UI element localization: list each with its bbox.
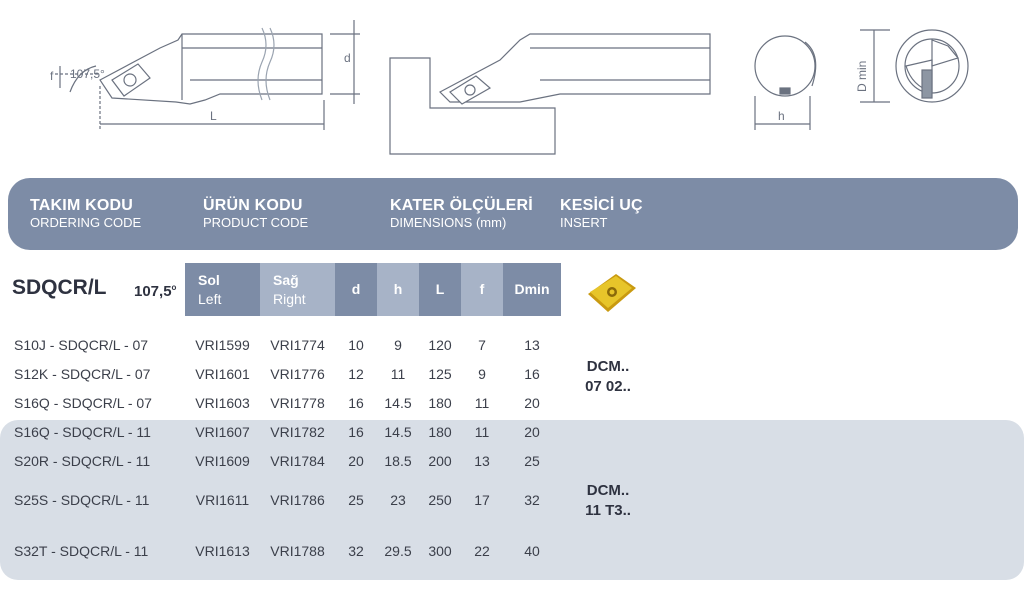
h-label: h bbox=[778, 109, 785, 123]
cell-l: 120 bbox=[428, 337, 452, 353]
cell-right: VRI1774 bbox=[270, 337, 325, 353]
cell-code: S16Q - SDQCR/L - 11 bbox=[14, 424, 151, 440]
cell-l: 250 bbox=[428, 492, 452, 508]
cell-l: 180 bbox=[428, 395, 452, 411]
cell-f: 22 bbox=[474, 543, 490, 559]
insert-11-line1: DCM.. bbox=[586, 482, 630, 499]
ordering-code-subtitle: ORDERING CODE bbox=[30, 215, 142, 230]
cell-dmin: 13 bbox=[524, 337, 540, 353]
table-row bbox=[0, 543, 1024, 563]
column-left bbox=[185, 263, 260, 316]
cell-right: VRI1776 bbox=[270, 366, 325, 382]
product-code-title: ÜRÜN KODU bbox=[203, 197, 303, 214]
f-label: f bbox=[50, 69, 54, 83]
ordering-code-title: TAKIM KODU bbox=[30, 197, 134, 214]
column-d: d bbox=[335, 263, 377, 316]
cell-code: S32T - SDQCR/L - 11 bbox=[14, 543, 149, 559]
cell-d: 16 bbox=[348, 395, 364, 411]
cell-dmin: 20 bbox=[524, 395, 540, 411]
insert-label-07 bbox=[568, 357, 648, 397]
cell-code: S25S - SDQCR/L - 11 bbox=[14, 492, 150, 508]
model-angle-value: 107,5 bbox=[134, 283, 172, 300]
cell-dmin: 16 bbox=[524, 366, 540, 382]
cell-f: 13 bbox=[474, 453, 490, 469]
technical-drawings bbox=[0, 0, 1024, 170]
cell-h: 18.5 bbox=[384, 453, 412, 469]
cell-left: VRI1607 bbox=[195, 424, 250, 440]
cell-dmin: 20 bbox=[524, 424, 540, 440]
insert-icon bbox=[582, 268, 640, 318]
cross-section-dmin bbox=[860, 30, 968, 102]
l-label: L bbox=[210, 109, 217, 123]
cross-section-h bbox=[755, 36, 816, 130]
cell-d: 12 bbox=[348, 366, 364, 382]
cell-code: S10J - SDQCR/L - 07 bbox=[14, 337, 149, 353]
column-right-tr: Sağ bbox=[273, 272, 299, 288]
cell-code: S16Q - SDQCR/L - 07 bbox=[14, 395, 152, 411]
boring-bar-in-holder bbox=[390, 34, 710, 154]
cell-d: 32 bbox=[348, 543, 364, 559]
cell-right: VRI1782 bbox=[270, 424, 325, 440]
table-row bbox=[0, 337, 1024, 357]
table-row bbox=[0, 453, 1024, 473]
column-right-en: Right bbox=[273, 291, 306, 307]
cell-right: VRI1784 bbox=[270, 453, 325, 469]
product-code-header bbox=[203, 197, 308, 231]
cell-left: VRI1611 bbox=[195, 492, 250, 508]
column-left-en: Left bbox=[198, 291, 222, 307]
cell-f: 9 bbox=[478, 366, 486, 382]
cell-d: 25 bbox=[348, 492, 364, 508]
dimensions-title: KATER ÖLÇÜLERİ bbox=[390, 197, 533, 214]
dmin-label: D min bbox=[855, 60, 869, 92]
table-header-bar bbox=[8, 178, 1018, 250]
column-l: L bbox=[419, 263, 461, 316]
angle-label: 107,5° bbox=[70, 67, 105, 81]
insert-header bbox=[560, 197, 643, 231]
d-label: d bbox=[344, 51, 351, 65]
insert-07-line2: 07 02.. bbox=[585, 378, 631, 395]
insert-title: KESİCİ UÇ bbox=[560, 197, 643, 214]
cell-l: 300 bbox=[428, 543, 452, 559]
table-row bbox=[0, 492, 1024, 512]
cell-right: VRI1788 bbox=[270, 543, 325, 559]
product-code-subtitle: PRODUCT CODE bbox=[203, 215, 309, 230]
cell-code: S20R - SDQCR/L - 11 bbox=[14, 453, 151, 469]
cell-h: 14.5 bbox=[384, 424, 412, 440]
cell-dmin: 32 bbox=[524, 492, 540, 508]
cell-right: VRI1778 bbox=[270, 395, 325, 411]
cell-d: 20 bbox=[348, 453, 364, 469]
insert-11-line2: 11 T3.. bbox=[585, 502, 631, 519]
column-dmin: Dmin bbox=[503, 263, 561, 316]
cell-left: VRI1601 bbox=[195, 366, 250, 382]
insert-symbol-1 bbox=[112, 64, 150, 96]
cell-h: 14.5 bbox=[384, 395, 412, 411]
cell-right: VRI1786 bbox=[270, 492, 325, 508]
insert-subtitle: INSERT bbox=[560, 215, 608, 230]
cell-left: VRI1603 bbox=[195, 395, 250, 411]
model-angle bbox=[134, 283, 176, 300]
cell-f: 11 bbox=[474, 395, 490, 411]
cell-f: 11 bbox=[474, 424, 490, 440]
cell-f: 17 bbox=[474, 492, 490, 508]
model-name: SDQCR/L bbox=[12, 276, 107, 299]
cell-l: 180 bbox=[428, 424, 452, 440]
table-row bbox=[0, 424, 1024, 444]
insert-label-11 bbox=[568, 481, 648, 521]
ordering-code-header bbox=[30, 197, 141, 231]
cell-h: 23 bbox=[390, 492, 406, 508]
column-right bbox=[260, 263, 335, 316]
table-row bbox=[0, 366, 1024, 386]
cell-l: 200 bbox=[428, 453, 452, 469]
column-f: f bbox=[461, 263, 503, 316]
dimensions-subtitle: DIMENSIONS (mm) bbox=[390, 215, 507, 230]
cell-f: 7 bbox=[478, 337, 486, 353]
cell-code: S12K - SDQCR/L - 07 bbox=[14, 366, 151, 382]
model-angle-unit: o bbox=[171, 283, 177, 292]
cell-left: VRI1599 bbox=[195, 337, 250, 353]
column-left-tr: Sol bbox=[198, 272, 220, 288]
cell-left: VRI1613 bbox=[195, 543, 250, 559]
cell-h: 29.5 bbox=[384, 543, 412, 559]
cell-left: VRI1609 bbox=[195, 453, 250, 469]
cell-h: 11 bbox=[390, 366, 406, 382]
cell-h: 9 bbox=[394, 337, 402, 353]
cell-d: 10 bbox=[348, 337, 364, 353]
dimensions-header bbox=[390, 197, 533, 231]
column-h: h bbox=[377, 263, 419, 316]
cell-l: 125 bbox=[428, 366, 452, 382]
cell-d: 16 bbox=[348, 424, 364, 440]
insert-07-line1: DCM.. bbox=[586, 358, 630, 375]
table-row bbox=[0, 395, 1024, 415]
cell-dmin: 40 bbox=[524, 543, 540, 559]
cell-dmin: 25 bbox=[524, 453, 540, 469]
